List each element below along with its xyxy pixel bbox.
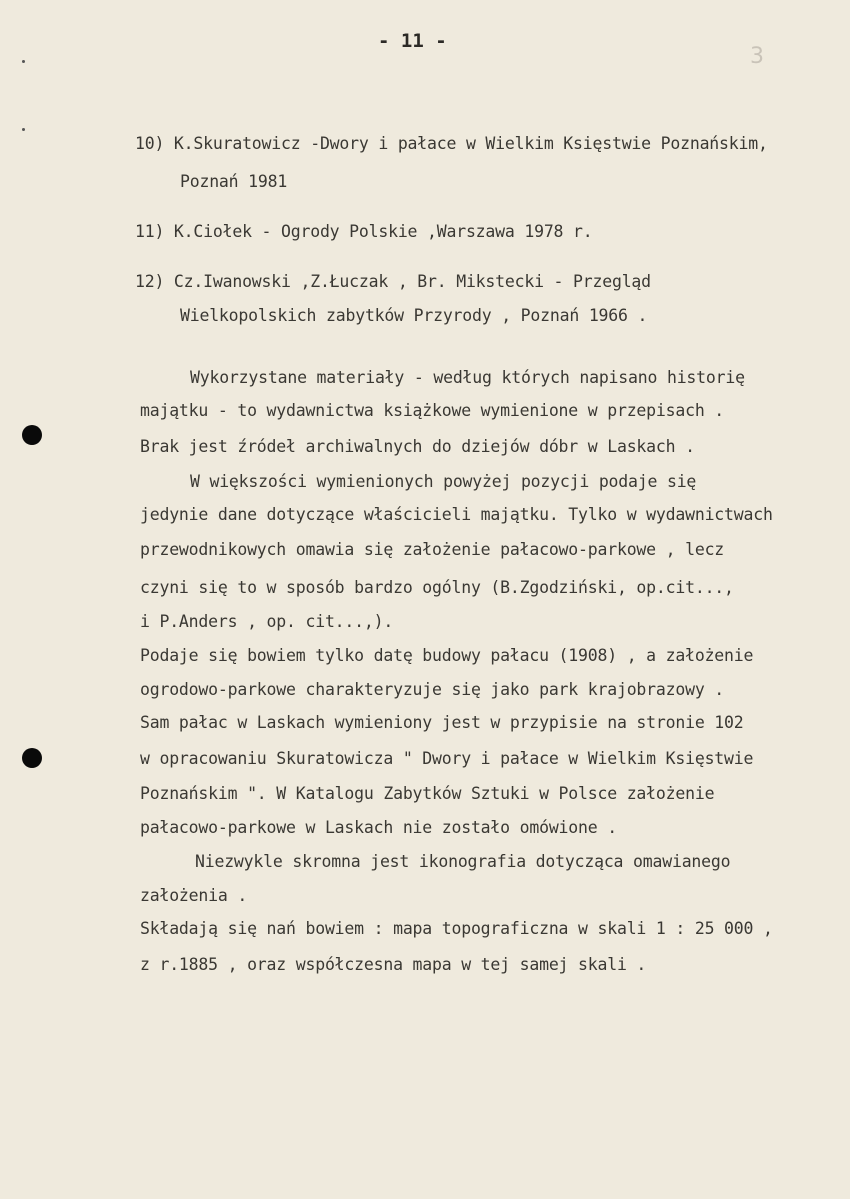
body-line: Niezwykle skromna jest ikonografia dotycząca omawianego bbox=[195, 852, 731, 871]
speck bbox=[22, 128, 25, 131]
body-line: Składają się nań bowiem : mapa topograficzna w skali 1 : 25 000 , bbox=[140, 919, 773, 938]
body-line: Wykorzystane materiały - według których napisano historię bbox=[190, 368, 745, 387]
body-line: Sam pałac w Laskach wymieniony jest w przypisie na stronie 102 bbox=[140, 713, 744, 732]
bibliography-entry-12: 12) Cz.Iwanowski ,Z.Łuczak , Br. Mikstecki - Przegląd bbox=[135, 272, 651, 291]
bibliography-entry-10: 10) K.Skuratowicz -Dwory i pałace w Wielkim Księstwie Poznańskim, bbox=[135, 134, 768, 153]
punch-hole bbox=[22, 748, 42, 768]
body-line: ogrodowo-parkowe charakteryzuje się jako park krajobrazowy . bbox=[140, 680, 725, 699]
body-line: Brak jest źródeł archiwalnych do dziejów dóbr w Laskach . bbox=[140, 437, 695, 456]
body-line: majątku - to wydawnictwa książkowe wymienione w przepisach . bbox=[140, 401, 725, 420]
page-number: - 11 - bbox=[378, 30, 447, 52]
bibliography-entry-10-cont: Poznań 1981 bbox=[180, 172, 288, 191]
body-line: z r.1885 , oraz współczesna mapa w tej samej skali . bbox=[140, 955, 647, 974]
bibliography-entry-12-cont: Wielkopolskich zabytków Przyrody , Poznań 1966 . bbox=[180, 306, 648, 325]
body-line: Podaje się bowiem tylko datę budowy pałacu (1908) , a założenie bbox=[140, 646, 754, 665]
body-line: jedynie dane dotyczące właścicieli majątku. Tylko w wydawnictwach bbox=[140, 505, 773, 524]
body-line: założenia . bbox=[140, 886, 248, 905]
body-line: przewodnikowych omawia się założenie pałacowo-parkowe , lecz bbox=[140, 540, 725, 559]
body-line: czyni się to w sposób bardzo ogólny (B.Zgodziński, op.cit..., bbox=[140, 578, 734, 597]
body-line: W większości wymienionych powyżej pozycji podaje się bbox=[190, 472, 697, 491]
body-line: i P.Anders , op. cit...,). bbox=[140, 612, 394, 631]
speck bbox=[22, 60, 25, 63]
body-line: pałacowo-parkowe w Laskach nie zostało omówione . bbox=[140, 818, 617, 837]
punch-hole bbox=[22, 425, 42, 445]
body-line: w opracowaniu Skuratowicza " Dwory i pałace w Wielkim Księstwie bbox=[140, 749, 754, 768]
pencil-annotation: 3 bbox=[750, 44, 764, 69]
bibliography-entry-11: 11) K.Ciołek - Ogrody Polskie ,Warszawa 1978 r. bbox=[135, 222, 593, 241]
body-line: Poznańskim ". W Katalogu Zabytków Sztuki w Polsce założenie bbox=[140, 784, 715, 803]
